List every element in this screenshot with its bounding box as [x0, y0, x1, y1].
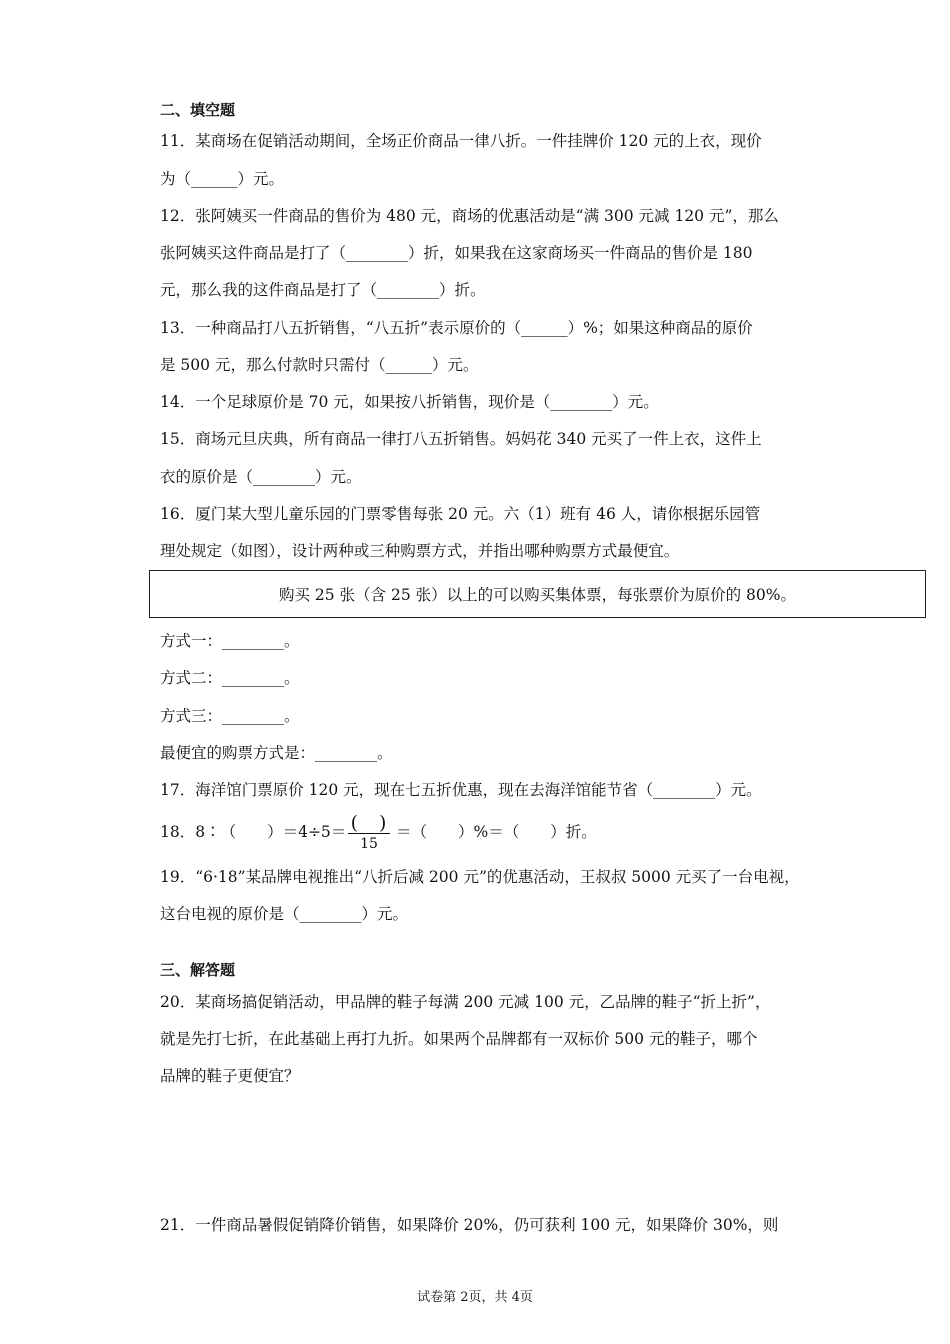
question-line: 11．某商场在促销活动期间，全场正价商品一律八折。一件挂牌价 120 元的上衣，现价 — [160, 132, 762, 150]
question-line: 元，那么我的这件商品是打了（________）折。 — [160, 281, 486, 299]
question-line: 16．厦门某大型儿童乐园的门票零售每张 20 元。六（1）班有 46 人，请你根据乐园管 — [160, 505, 761, 523]
option-one: 方式一：________。 — [160, 632, 300, 650]
question-suffix: ＝（ ）%＝（ ）折。 — [396, 823, 597, 841]
question-line: 是 500 元，那么付款时只需付（______）元。 — [160, 356, 479, 374]
question-line: 12．张阿姨买一件商品的售价为 480 元，商场的优惠活动是“满 300 元减 120 元”，那么 — [160, 207, 779, 225]
option-three: 方式三：________。 — [160, 707, 300, 725]
question-line: 张阿姨买这件商品是打了（________）折，如果我在这家商场买一件商品的售价是 180 — [160, 244, 753, 262]
question-line: 17．海洋馆门票原价 120 元，现在七五折优惠，现在去海洋馆能节省（________）元。 — [160, 781, 762, 799]
fill-blank-section-title: 二、填空题 — [160, 101, 236, 119]
answer-section-title: 三、解答题 — [160, 961, 236, 979]
question-line: 21．一件商品暑假促销降价销售，如果降价 20%，仍可获利 100 元，如果降价 30%，则 — [160, 1216, 779, 1234]
question-line: 20．某商场搞促销活动，甲品牌的鞋子每满 200 元减 100 元，乙品牌的鞋子“折上折”， — [160, 993, 771, 1011]
question-line: 为（______）元。 — [160, 170, 285, 188]
option-two: 方式二：________。 — [160, 669, 300, 687]
fraction — [346, 808, 392, 858]
question-line: 衣的原价是（________）元。 — [160, 468, 362, 486]
question-prefix: 18．8∶（ ）＝4÷5＝ — [160, 823, 347, 841]
cheapest-option: 最便宜的购票方式是：________。 — [160, 744, 393, 762]
page-footer: 试卷第 2页，共 4页 — [417, 1290, 533, 1305]
question-line: 就是先打七折，在此基础上再打九折。如果两个品牌都有一双标价 500 元的鞋子，哪个 — [160, 1030, 758, 1048]
question-line: 这台电视的原价是（________）元。 — [160, 905, 409, 923]
fraction-numerator: ( ) — [350, 812, 388, 834]
fraction-bar — [348, 833, 390, 834]
rule-box-text: 购买 25 张（含 25 张）以上的可以购买集体票，每张票价为原价的 80%。 — [278, 586, 797, 604]
rule-box — [149, 570, 926, 618]
question-line: 13．一种商品打八五折销售，“八五折”表示原价的（______）%；如果这种商品的原价 — [160, 319, 753, 337]
question-line: 品牌的鞋子更便宜？ — [160, 1067, 300, 1085]
fraction-denominator: 15 — [360, 836, 378, 852]
question-line: 14．一个足球原价是 70 元，如果按八折销售，现价是（________）元。 — [160, 393, 659, 411]
question-line: 19．“6·18”某品牌电视推出“八折后减 200 元”的优惠活动，王叔叔 5000 元买了一台电视， — [160, 868, 800, 886]
question-line: 理处规定（如图），设计两种或三种购票方式，并指出哪种购票方式最便宜。 — [160, 542, 680, 560]
question-line: 15．商场元旦庆典，所有商品一律打八五折销售。妈妈花 340 元买了一件上衣，这件上 — [160, 430, 762, 448]
